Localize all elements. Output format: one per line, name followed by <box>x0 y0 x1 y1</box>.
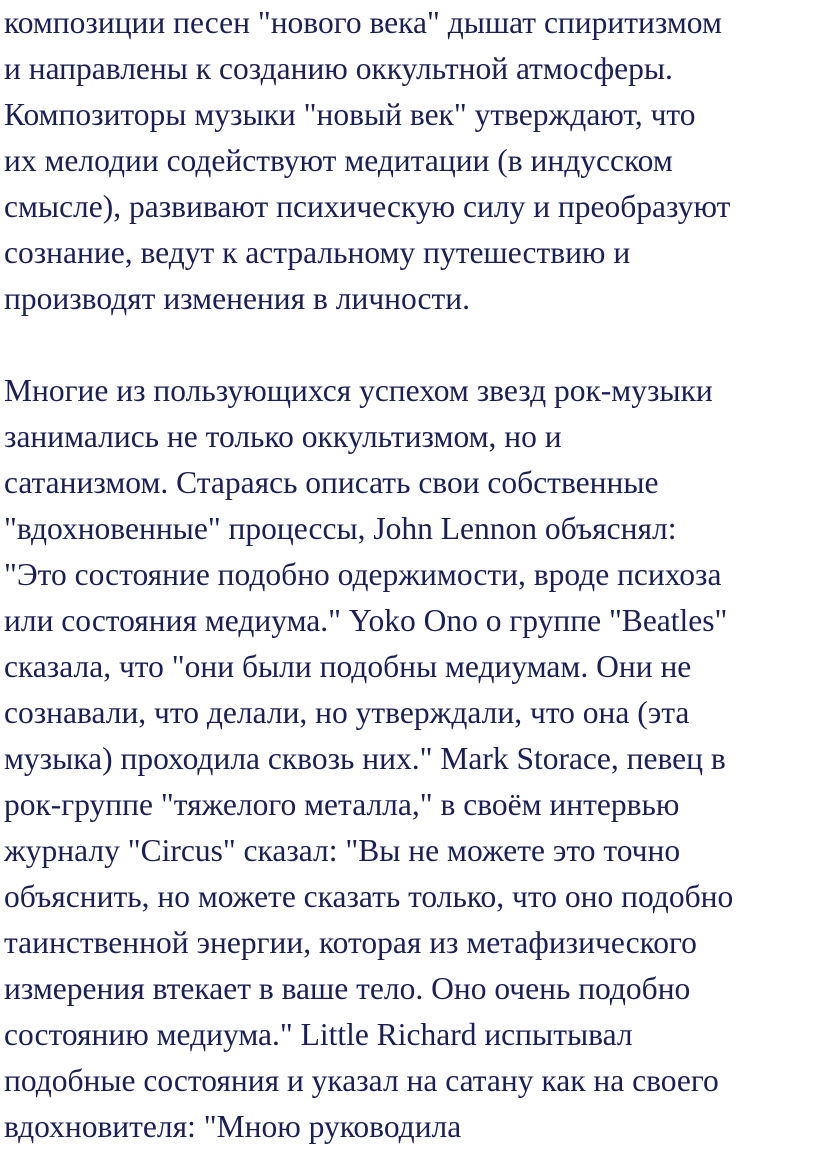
paragraph-rock-stars <box>4 368 816 1150</box>
text-line: объяснить, но можете сказать только, что оно подобно <box>4 879 734 914</box>
paragraph-spiritism <box>4 0 816 322</box>
text-line: композиции песен "нового века" дышат спиритизмом <box>4 5 722 40</box>
text-line: вдохновителя: "Мною руководила <box>4 1109 462 1144</box>
text-line: Композиторы музыки "новый век" утверждают, что <box>4 97 696 132</box>
text-line: Многие из пользующихся успехом звезд рок-музыки <box>4 373 713 408</box>
text-line: сатанизмом. Стараясь описать свои собственные <box>4 465 659 500</box>
text-line: производят изменения в личности. <box>4 281 471 316</box>
text-line: и направлены к созданию оккультной атмосферы. <box>4 51 673 86</box>
text-line: сознание, ведут к астральному путешествию и <box>4 235 631 270</box>
text-line: "вдохновенные" процессы, John Lennon объяснял: <box>4 511 677 546</box>
text-line: их мелодии содействуют медитации (в индусском <box>4 143 673 178</box>
text-line: подобные состояния и указал на сатану как на своего <box>4 1063 719 1098</box>
text-line: состоянию медиума." Little Richard испытывал <box>4 1017 633 1052</box>
text-line: таинственной энергии, которая из метафизического <box>4 925 697 960</box>
text-line: смысле), развивают психическую силу и преобразуют <box>4 189 731 224</box>
text-line: сознавали, что делали, но утверждали, что она (эта <box>4 695 690 730</box>
text-line: журналу "Circus" сказал: "Вы не можете это точно <box>4 833 681 868</box>
text-line: сказала, что "они были подобны медиумам. Они не <box>4 649 692 684</box>
text-line: измерения втекает в ваше тело. Оно очень подобно <box>4 971 691 1006</box>
text-line: занимались не только оккультизмом, но и <box>4 419 562 454</box>
text-line: музыка) проходила сквозь них." Mark Storace, певец в <box>4 741 726 776</box>
text-line: "Это состояние подобно одержимости, вроде психоза <box>4 557 722 592</box>
text-line: или состояния медиума." Yoko Ono о группе "Beatles" <box>4 603 728 638</box>
text-line: рок-группе "тяжелого металла," в своём интервью <box>4 787 680 822</box>
